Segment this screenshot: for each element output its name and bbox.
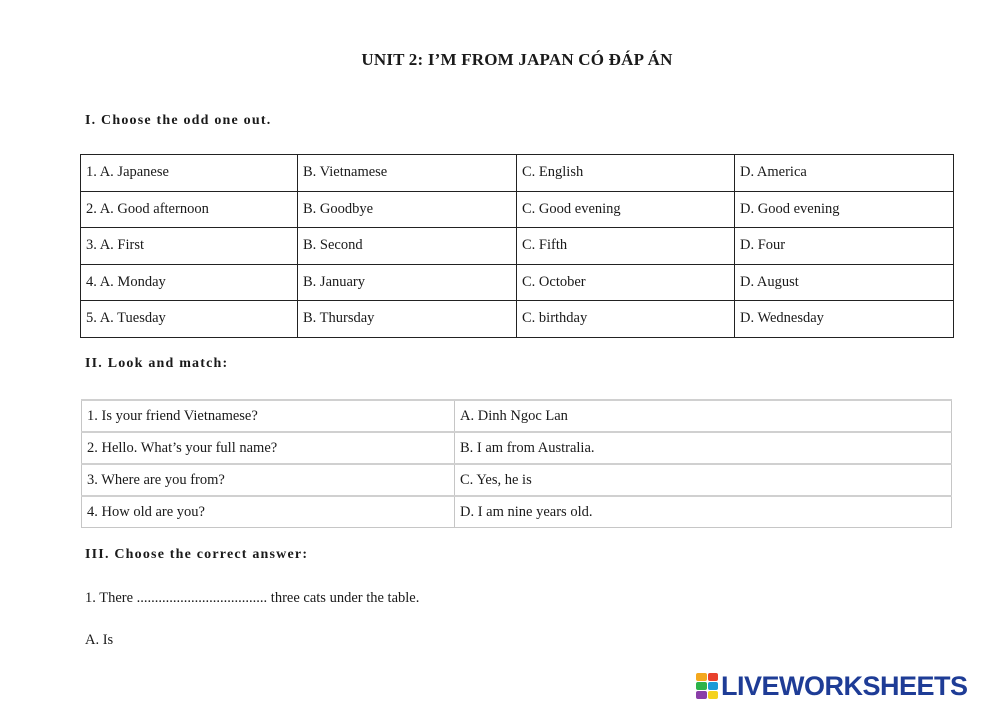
answer-option-a: A. Is [85,632,114,648]
table-row [81,191,954,228]
document-title: UNIT 2: I’M FROM JAPAN CÓ ĐÁP ÁN [361,50,673,69]
table-cell: D. August [735,264,954,301]
table-cell: D. Four [735,228,954,265]
match-answer: A. Dinh Ngoc Lan [455,400,952,432]
table-row [82,432,952,464]
question-text: 1. There .................................... three cats under the table. [85,590,420,606]
table-cell: B. Goodbye [298,191,517,228]
table-cell: B. Second [298,228,517,265]
odd-one-out-table [80,154,954,338]
table-cell: C. Good evening [517,191,735,228]
table-cell: B. Vietnamese [298,155,517,192]
table-row [81,155,954,192]
match-answer: D. I am nine years old. [455,496,952,528]
table-cell: C. October [517,264,735,301]
table-cell: B. January [298,264,517,301]
liveworksheets-logo[interactable] [696,671,968,701]
section-1-heading: I. Choose the odd one out. [85,113,272,128]
look-and-match-table [81,399,952,528]
table-row [81,228,954,265]
logo-blocks-icon [696,673,718,699]
section-2-heading: II. Look and match: [85,356,229,371]
table-cell: 3. A. First [81,228,298,265]
table-cell: D. Good evening [735,191,954,228]
table-row [82,496,952,528]
match-question: 3. Where are you from? [82,464,455,496]
match-answer: B. I am from Australia. [455,432,952,464]
match-question: 1. Is your friend Vietnamese? [82,400,455,432]
table-row [82,400,952,432]
table-row [81,264,954,301]
table-cell: 4. A. Monday [81,264,298,301]
table-row [81,301,954,338]
table-cell: 5. A. Tuesday [81,301,298,338]
section-3-heading: III. Choose the correct answer: [85,547,309,562]
match-question: 2. Hello. What’s your full name? [82,432,455,464]
match-answer: C. Yes, he is [455,464,952,496]
logo-text: LIVEWORKSHEETS [721,671,968,701]
table-cell: C. English [517,155,735,192]
table-cell: D. America [735,155,954,192]
table-cell: B. Thursday [298,301,517,338]
table-cell: C. Fifth [517,228,735,265]
table-row [82,464,952,496]
table-cell: 1. A. Japanese [81,155,298,192]
table-cell: 2. A. Good afternoon [81,191,298,228]
table-cell: D. Wednesday [735,301,954,338]
match-question: 4. How old are you? [82,496,455,528]
table-cell: C. birthday [517,301,735,338]
